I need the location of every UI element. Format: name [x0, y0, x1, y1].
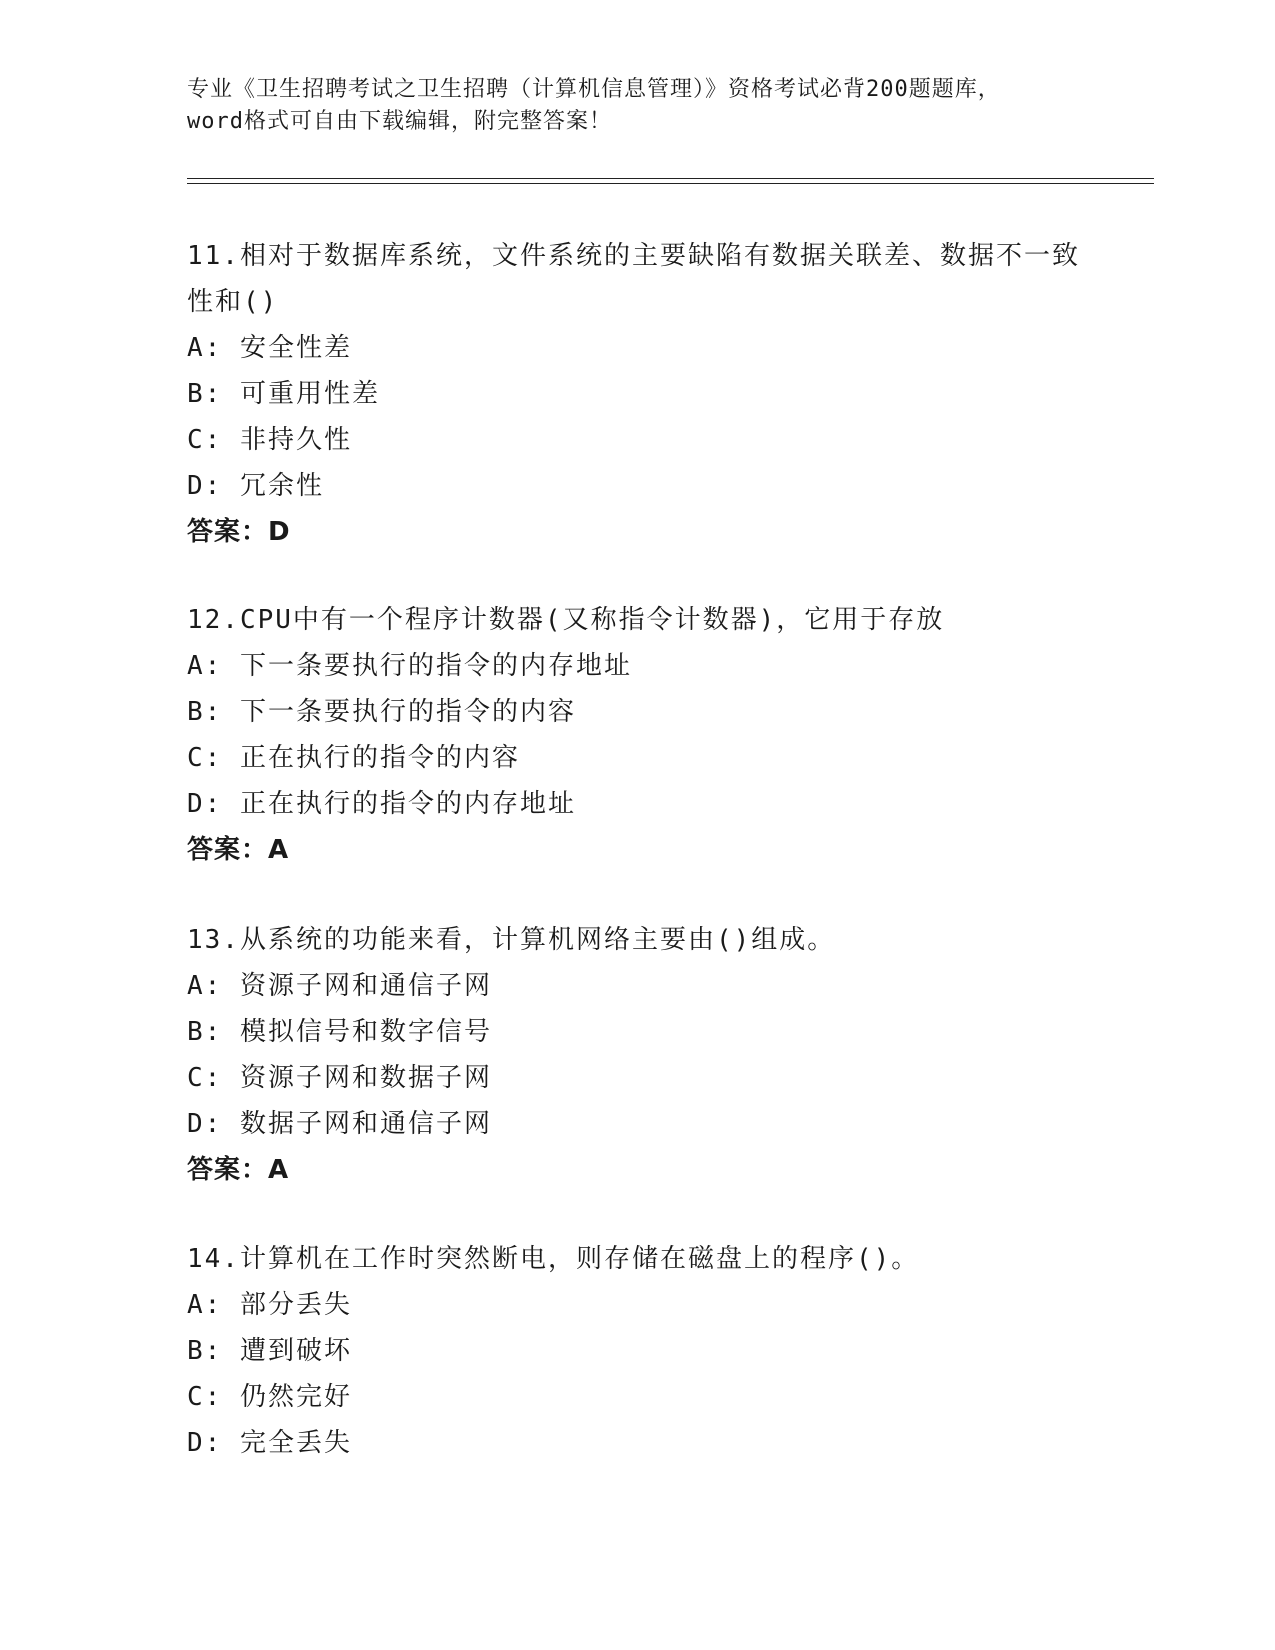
question-13: [187, 917, 1087, 1193]
question-text: 14.计算机在工作时突然断电，则存储在磁盘上的程序()。: [187, 1244, 920, 1274]
header-line-1: 专业《卫生招聘考试之卫生招聘（计算机信息管理）》资格考试必背200题题库，: [187, 77, 1001, 102]
option-d: D: 完全丢失: [187, 1428, 352, 1458]
option-c: C: 非持久性: [187, 425, 352, 455]
question-text: 12.CPU中有一个程序计数器(又称指令计数器)，它用于存放: [187, 605, 945, 635]
option-c: C: 资源子网和数据子网: [187, 1063, 492, 1093]
header-line-2: word格式可自由下载编辑，附完整答案！: [187, 109, 612, 134]
document-header: [187, 74, 1087, 138]
answer: 答案：A: [187, 835, 290, 865]
option-a: A: 部分丢失: [187, 1290, 352, 1320]
question-14: [187, 1236, 1087, 1466]
header-divider-bottom: [187, 183, 1154, 184]
option-d: D: 冗余性: [187, 471, 324, 501]
question-12: [187, 597, 1087, 873]
option-a: A: 安全性差: [187, 333, 352, 363]
header-divider-top: [187, 178, 1154, 179]
option-a: A: 下一条要执行的指令的内存地址: [187, 651, 632, 681]
option-a: A: 资源子网和通信子网: [187, 971, 492, 1001]
option-c: C: 正在执行的指令的内容: [187, 743, 520, 773]
option-b: B: 下一条要执行的指令的内容: [187, 697, 576, 727]
answer: 答案：A: [187, 1155, 290, 1185]
option-d: D: 数据子网和通信子网: [187, 1109, 492, 1139]
option-d: D: 正在执行的指令的内存地址: [187, 789, 576, 819]
question-text: 13.从系统的功能来看，计算机网络主要由()组成。: [187, 925, 836, 955]
option-b: B: 模拟信号和数字信号: [187, 1017, 492, 1047]
option-b: B: 可重用性差: [187, 379, 380, 409]
option-c: C: 仍然完好: [187, 1382, 352, 1412]
question-11: [187, 233, 1087, 555]
question-text: 11.相对于数据库系统，文件系统的主要缺陷有数据关联差、数据不一致性和(): [187, 241, 1080, 317]
option-b: B: 遭到破坏: [187, 1336, 352, 1366]
answer: 答案：D: [187, 517, 291, 547]
